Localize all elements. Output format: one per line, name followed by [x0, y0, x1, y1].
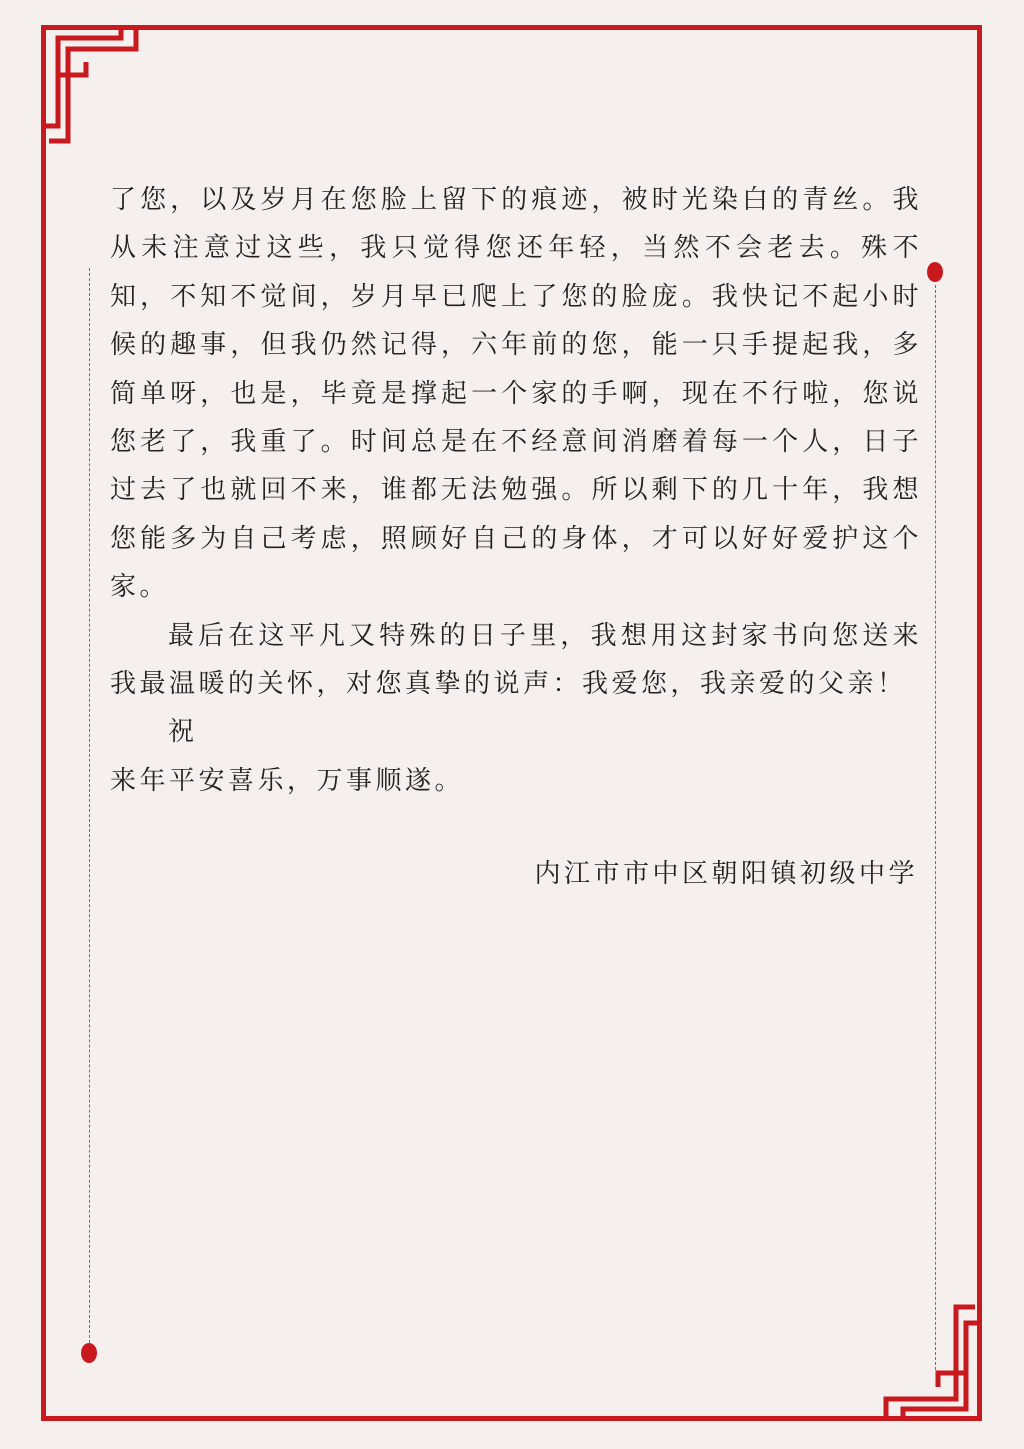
closing-blessing: 来年平安喜乐，万事顺遂。: [110, 765, 465, 796]
red-dot-left: [81, 1343, 97, 1363]
closing-wish: 祝: [168, 717, 198, 748]
signature: 内江市市中区朝阳镇初级中学: [534, 859, 918, 889]
letter-body: [110, 176, 922, 805]
letter-paragraph: 最后在这平凡又特殊的日子里，我想用这封家书向您送来我最温暖的关怀，对您真挚的说声：我爱您，我亲爱的父亲！: [110, 620, 922, 700]
dotted-rule-right: [935, 285, 936, 1370]
red-dot-right: [927, 262, 943, 282]
corner-ornament-top-left: [0, 0, 160, 160]
dotted-rule-left: [89, 268, 90, 1348]
letter-paragraph: 了您，以及岁月在您脸上留下的痕迹，被时光染白的青丝。我从未注意过这些，我只觉得您还年轻，当然不会老去。殊不知，不知不觉间，岁月早已爬上了您的脸庞。我快记不起小时候的趣事，但我仍然记得，六年前的您，能一只手提起我，多简单呀，也是，毕竟是撑起一个家的手啊，现在不行啦，您说您老了，我重了。时间总是在不经意间消磨着每一个人，日子过去了也就回不来，谁都无法勉强。所以剩下的几十年，我想您能多为自己考虑，照顾好自己的身体，才可以好好爱护这个家。: [110, 185, 922, 603]
